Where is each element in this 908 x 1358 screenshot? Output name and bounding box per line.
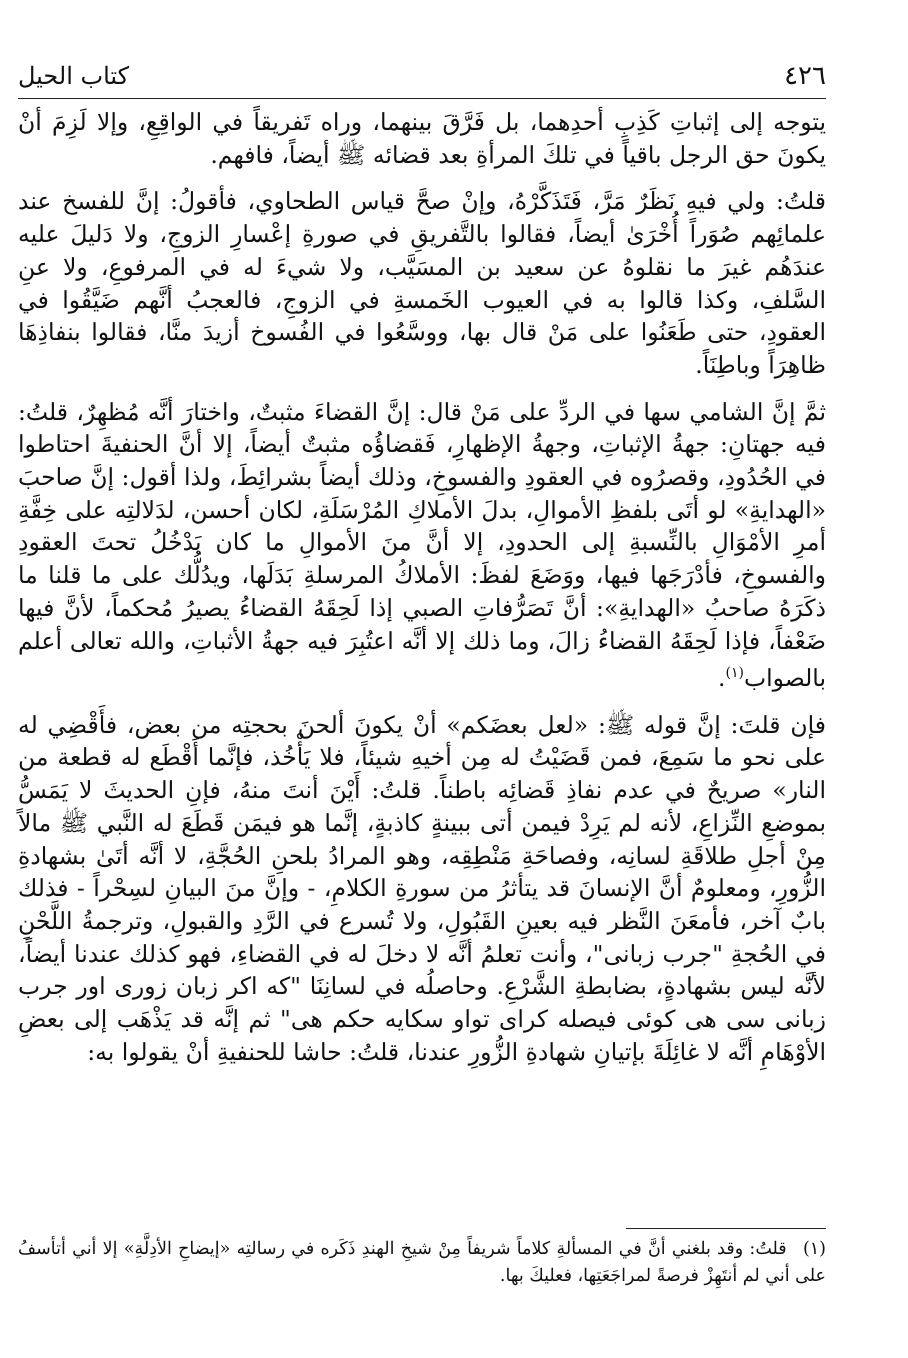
page-number: ٤٢٦	[784, 61, 826, 91]
paragraph-gap	[18, 382, 826, 396]
paragraph-3: ثمَّ إنَّ الشامي سها في الردِّ على مَنْ قال: إنَّ القضاءَ مثبتٌ، واختارَ أنَّه مُظهِرٌ، قلتُ: فيه جهتانِ: جهةُ الإثباتِ، وجهةُ الإظهارِ، فَقضاؤُه مثبتٌ أيضاً، إلا أنَّ الحنفيةَ احتاطوا في الحُدُودِ، وقصرُوه في العقودِ والفسوخِ، وذلك أيضاً بشرائِطَ، ولذا أقول: إنَّ صاحبَ «الهدايةِ» لو أتَى بلفظِ الأموالِ، بدلَ الأملاكِ المُرْسَلَةِ، لكان أحسن، لدَلالتِه على خِفَّةِ أمرِ الأمْوَالِ بالنِّسبةِ إلى الحدودِ، إلا أنَّ منَ الأموالِ ما كان يَدْخُلُ تحتَ العقودِ والفسوخِ، فأدْرَجَها فيها، ووَضَعَ لفظَ: الأملاكُ المرسلةِ بَدَلَها، ويدُلُّك على ما قلنا ما ذكَرَهُ صاحبُ «الهدايةِ»: أنَّ تَصَرُّفاتِ الصبي إذا لَحِقَهُ القضاءُ يصيرُ مُحكماً، لأنَّ فيها ضَعْفاً، فإذا لَحِقَهُ القضاءُ زالَ، وما ذلك إلا أنَّه اعتُبِرَ فيه جهةُ الأثباتِ، والله تعالى أعلم بالصواب$^{(١)}$.	[18, 397, 826, 693]
page-header	[18, 58, 826, 98]
footnote-divider	[626, 1228, 826, 1229]
paragraph-4: فإن قلتَ: إنَّ قوله ﷺ: «لعل بعضَكم» أنْ يكونَ ألحنَ بحجتِه من بعض، فأَقْضِي له على نحو ما سَمِعَ، فمن قَضَيْتُ له مِن أخيهِ شيئاً، فلا يَأْخُذ، فإنَّما أَقْطَع له قطعة من النار» صريحٌ في عدم نفاذِ قَضائِه باطناً. قلتُ: أَيْنَ أنتَ منهُ، فإنِ الحديثَ لا يَمَسُّ بموضعِ النِّزاعِ، لأنه لم يَرِدْ فيمن أتى ببينةٍ كاذبةٍ، إنَّما هو فيمَن قَطَعَ له النَّبي ﷺ مالاً مِنْ أجلِ طلاقَةِ لسانِه، وفصاحَةِ مَنْطِقِه، وهو المرادُ بلحنِ الحُجَّةِ، لا أنَّه أتَىٰ بشهادةِ الزُّورِ، ومعلومٌ أنَّ الإنسانَ قد يتأثرُ من سورةِ الكلامِ، - وإنَّ منَ البيانِ لسِحْراً - فذلك بابٌ آخر، فأمعَنَ النَّظر فيه بعينِ القَبُولِ، ولا تُسرع في الرَّدِ والقبولِ، وترجمةُ اللَّحْنِ في الحُجةِ "جرب زبانى"، وأنت تعلمُ أنَّه لا دخلَ له في القضاءِ، فهو كذلك عندنا أيضاً، لأنَّه ليس بشهادةٍ، بضابطةِ الشَّرْعِ. وحاصلُه في لسانِنَا "كه اكر زبان زورى اور جرب زبانى سى هى كوئى فيصله كراى تواو سكايه حكم هى" ثم إنَّه قد يَذْهَب إلى بعضِ الأوْهَامِ أنَّه لا غائِلَةَ بإتيانِ شهادةِ الزُّورِ عندنا، قلتُ: حاشا للحنفيةِ أنْ يقولوا به:	[18, 710, 826, 1066]
footnote	[18, 1236, 826, 1290]
paragraph-3-text: ثمَّ إنَّ الشامي سها في الردِّ على مَنْ قال: إنَّ القضاءَ مثبتٌ، واختارَ أنَّه مُظهِرٌ، قلتُ: فيه جهتانِ: جهةُ الإثباتِ، وجهةُ الإظهارِ، فَقضاؤُه مثبتٌ أيضاً، إلا أنَّ الحنفيةَ احتاطوا في الحُدُودِ، وقصرُوه في العقودِ والفسوخِ، وذلك أيضاً بشرائِطَ، ولذا أقول: إنَّ صاحبَ «الهدايةِ» لو أتَى بلفظِ الأموالِ، بدلَ الأملاكِ المُرْسَلَةِ، لكان أحسن، لدَلالتِه على خِفَّةِ أمرِ الأمْوَالِ بالنِّسبةِ إلى الحدودِ، إلا أنَّ منَ الأموالِ ما كان يَدْخُلُ تحتَ العقودِ والفسوخِ، فأدْرَجَها فيها، ووَضَعَ لفظَ: الأملاكُ المرسلةِ بَدَلَها، ويدُلُّك على ما قلنا ما ذكَرَهُ صاحبُ «الهدايةِ»: أنَّ تَصَرُّفاتِ الصبي إذا لَحِقَهُ القضاءُ يصيرُ مُحكماً، لأنَّ فيها ضَعْفاً، فإذا لَحِقَهُ القضاءُ زالَ، وما ذلك إلا أنَّه اعتُبِرَ فيه جهةُ الأثباتِ، والله تعالى أعلم بالصواب	[18, 397, 826, 693]
paragraph-2: قلتُ: ولي فيهِ نَظَرٌ مَرَّ، فَتَذَكَّرْهُ، وإنْ صحَّ قياس الطحاوي، فأقولُ: إنَّ للفسخ عند علمائِهم صُوَراً أُخْرَىٰ أيضاً، فقالوا بالتَّفريقِ في صورةِ إعْسارِ الزوجِ، ولا دَليلَ عليه عندَهُم غيرَ ما نقلوهُ عن سعيد بن المسَيَّب، ولا شيءَ له في المرفوعِ، ولا عنِ السَّلفِ، وكذا قالوا به في العيوب الخَمسةِ في الزوجِ، فالعجبُ أنَّهم ضَيَّقُوا في العقودِ، حتى طَعَنُوا على مَنْ قال بها، ووسَّعُوا في الفُسوخ أزيدَ منَّا، فقالوا بنفاذِهَا ظاهِرَاً وباطِنَاً.	[18, 187, 826, 379]
paragraph-gap	[18, 171, 826, 185]
header-divider	[18, 98, 826, 99]
paragraph-gap	[18, 695, 826, 709]
footnote-marker: (١)	[802, 1239, 826, 1259]
paragraph-1: يتوجه إلى إثباتِ كَذِبِ أحدِهما، بل فَرَّقَ بينهما، وراه تَفريقاً في الواقِعِ، وإلا لَزِمَ أنْ يكونَ حق الرجل باقياً في تلكَ المرأةِ بعد قضائه ﷺ أيضاً، فافهم.	[18, 108, 826, 169]
main-text	[18, 106, 826, 1069]
footnote-reference: (١)	[725, 665, 744, 682]
footnote-text: قلتُ: وقد بلغني أنَّ في المسألةِ كلاماً شريفاً مِنْ شيخِ الهندِ ذَكَره في رسالتِه «إيضاحِ الأدِلَّةِ» إلا أني أتأسفُ على أني لم أنتَهِزْ فرصةً لمراجَعَتِها، فعليكَ بها.	[18, 1239, 826, 1286]
running-title: كتاب الحيل	[18, 62, 130, 90]
